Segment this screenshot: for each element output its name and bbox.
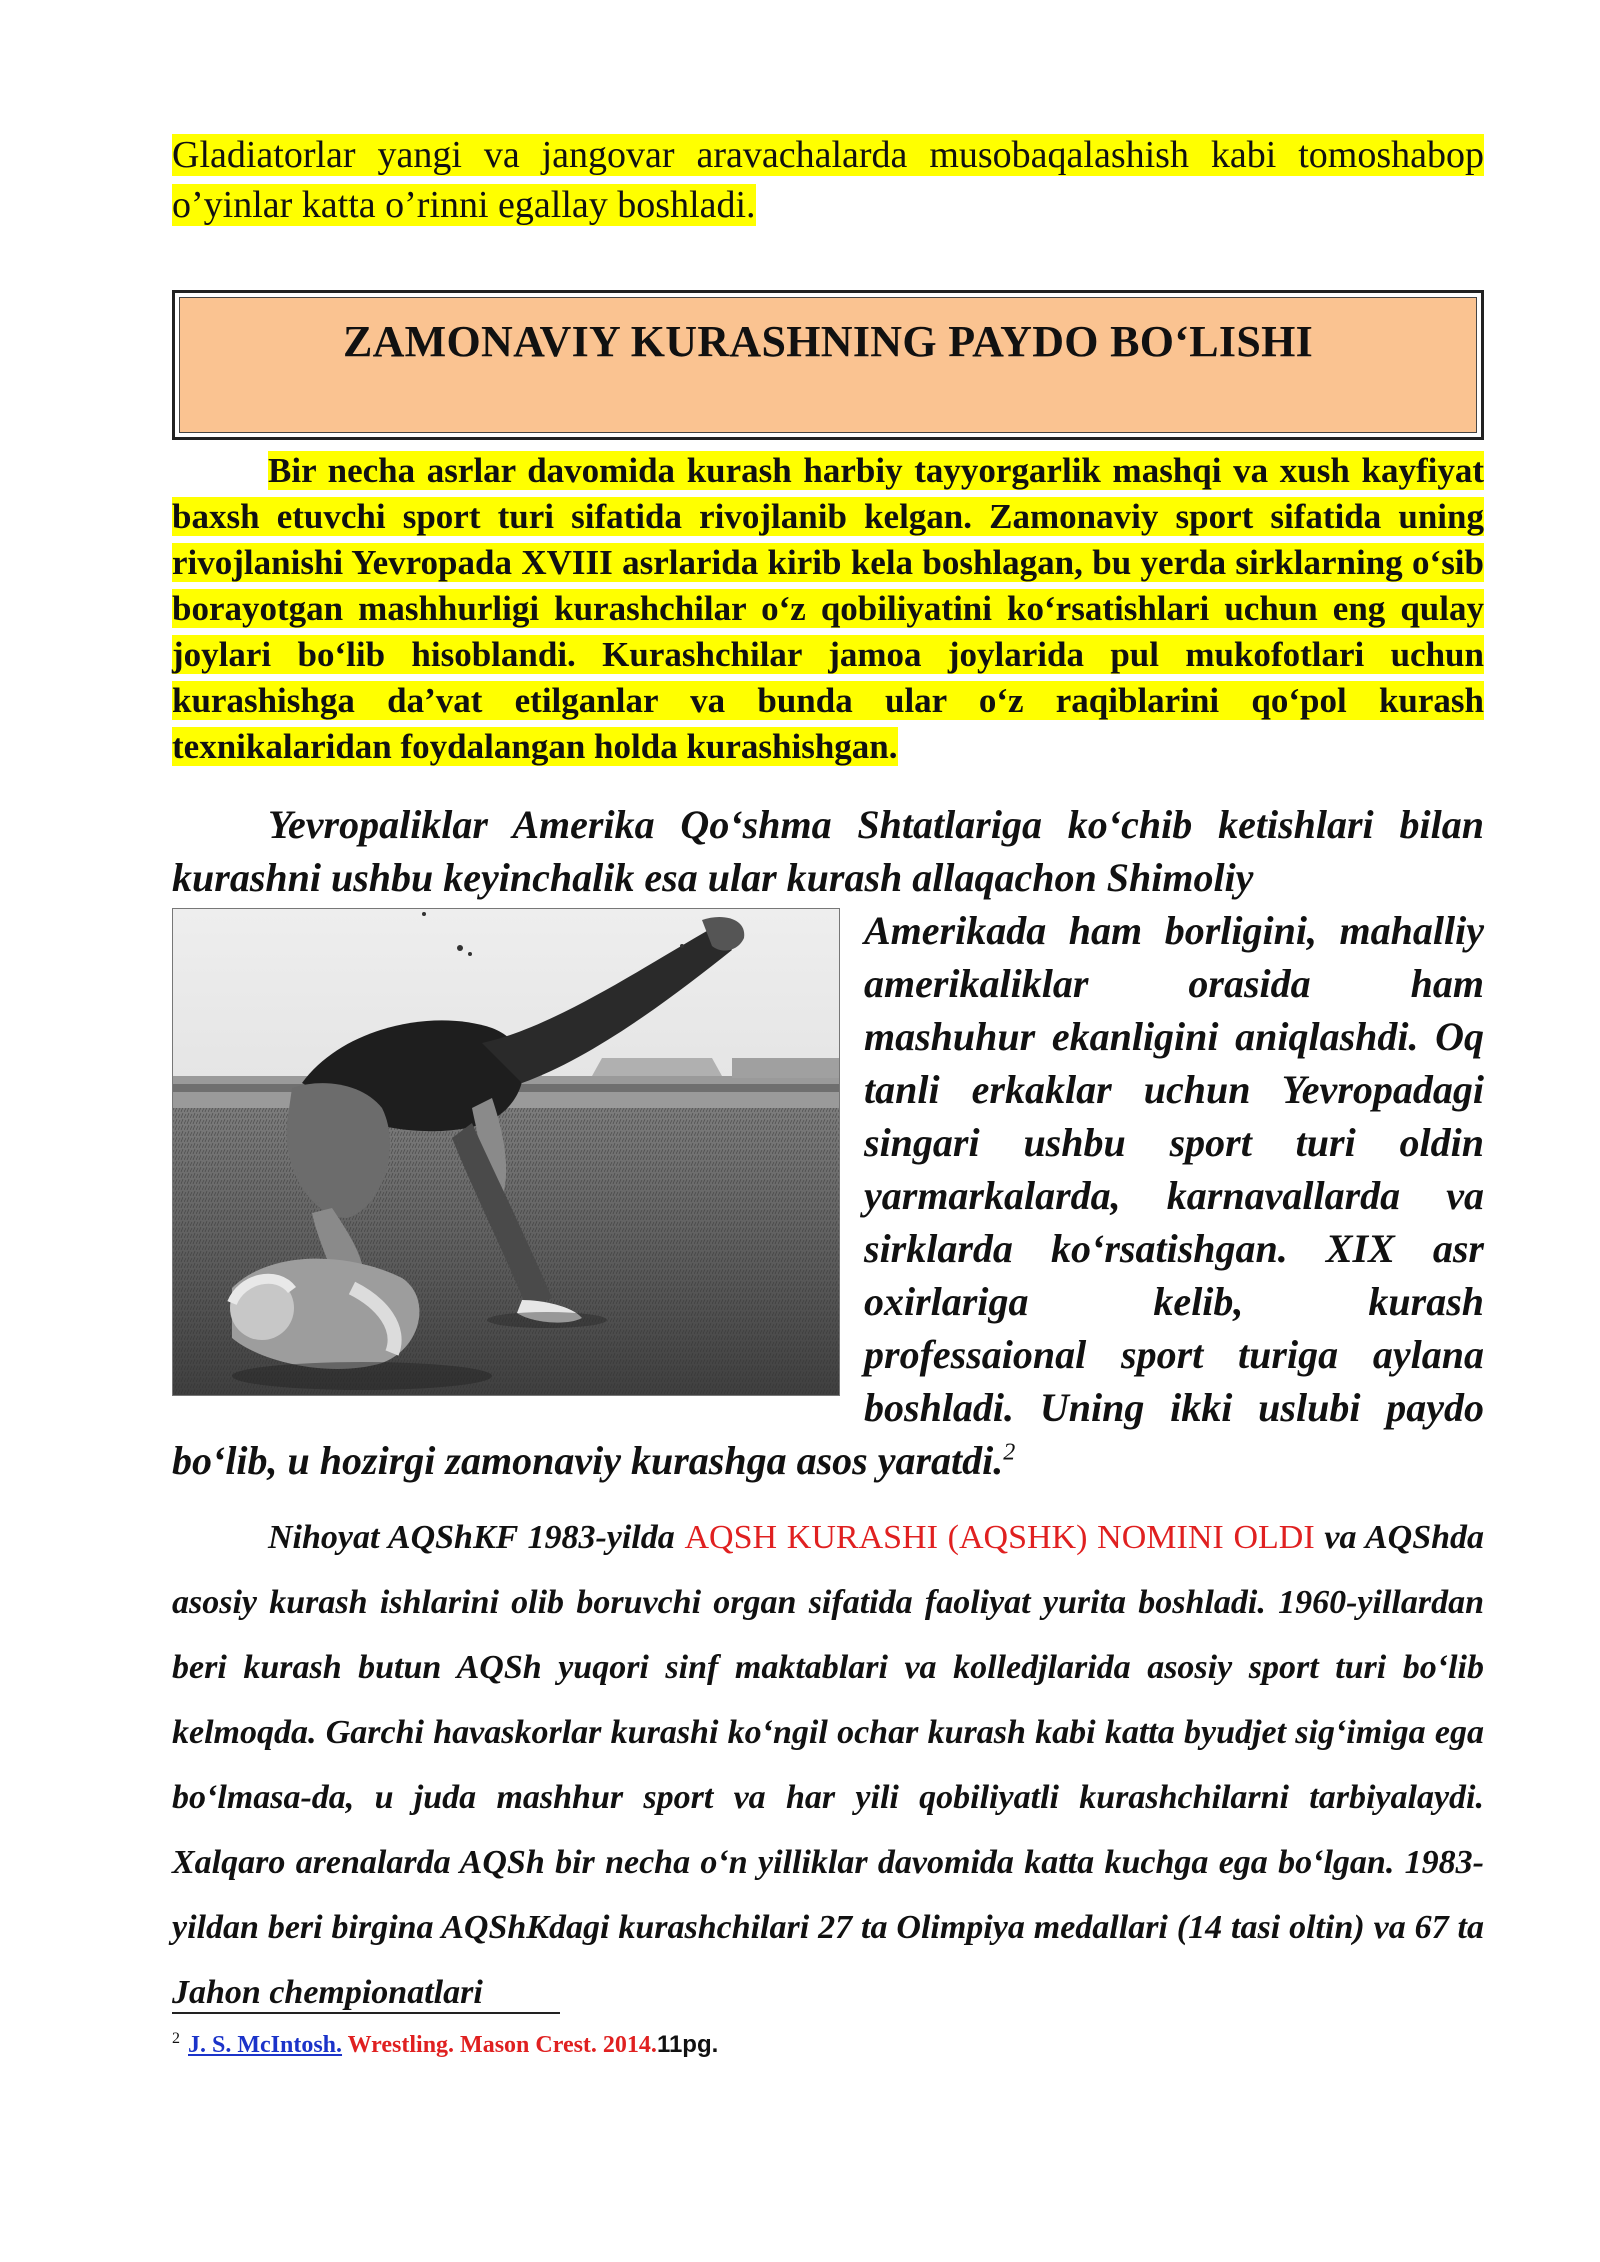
section-heading-fill	[179, 297, 1477, 433]
wrestlers-photo	[172, 908, 840, 1396]
paragraph-history-text: Bir necha asrlar davomida kurash harbiy tayyorgarlik mashqi va xush kayfiyat baxsh etuvchi sport turi sifatida rivojlanib kelgan. Zamonaviy sport sifatida uning rivojlanishi Yevropada XVIII asrlarida kirib kela boshlagan, bu yerda sirklarning o‘sib borayotgan mashhurligi kurashchilar o‘z qobiliyatini ko‘rsatishlari uchun eng qulay joylari bo‘lib hisoblandi. Kurashchilar jamoa joylarida pul mukofotlari uchun kurashishga da’vat etilganlar va bunda ular o‘z raqiblarini qo‘pol kurash texnikalaridan foydalangan holda kurashishgan.	[172, 451, 1484, 766]
footnote-page: 11pg.	[656, 2031, 719, 2058]
paragraph-usa-before: Nihoyat AQShKF 1983-yilda	[268, 1519, 685, 1556]
paragraph-europeans-lead: Yevropaliklar Amerika Qo‘shma Shtatlariga ko‘chib ketishlari bilan kurashni ushbu keyinchalik esa ular kurash allaqachon Shimoliy	[172, 802, 1484, 900]
footnote-divider	[172, 2012, 560, 2014]
paragraph-usa-red-text: AQSH KURASHI (AQSHK) NOMINI OLDI	[684, 1519, 1315, 1556]
section-heading-title: ZAMONAVIY KURASHNING PAYDO BO‘LISHI	[342, 317, 1314, 366]
document-page	[172, 130, 1484, 2025]
footnote-number: 2	[172, 2030, 180, 2047]
footnote-title: Wrestling. Mason Crest. 2014.	[342, 2032, 657, 2058]
paragraph-europeans-block	[172, 798, 1484, 1487]
paragraph-history	[172, 448, 1484, 770]
footnote-author-link[interactable]: J. S. McIntosh.	[188, 2032, 343, 2058]
paragraph-usa-after: va AQShda asosiy kurash ishlarini olib boruvchi organ sifatida faoliyat yurita boshladi. 1960-yillardan beri kurash butun AQSh yuqori sinf maktablari va kolledjlarida asosiy sport turi bo‘lib kelmoqda. Garchi havaskorlar kurashi ko‘ngil ochar kurash kabi katta byudjet sig‘imiga ega bo‘lmasa-da, u juda mashhur sport va har yili qobiliyatli kurashchilarni tarbiyalaydi. Xalqaro arenalarda AQSh bir necha o‘n yilliklar davomida katta kuchga ega bo‘lgan. 1983-yildan beri birgina AQShKdagi kurashchilari 27 ta Olimpiya medallari (14 tasi oltin) va 67 ta Jahon chempionatlari	[172, 1519, 1485, 2011]
paragraph-europeans-rest-text: Amerikada ham borligini, mahalliy amerikaliklar orasida ham mashuhur ekanligini aniqlashdi. Oq tanli erkaklar uchun Yevropadagi singari ushbu sport turi oldin yarmarkalarda, karnavallarda va sirklarda ko‘rsatishgan. XIX asr oxirlariga kelib, kurash professaional sport turiga aylana boshladi. Uning ikki uslubi paydo bo‘lib, u hozirgi zamonaviy kurashga asos yaratdi.	[172, 908, 1484, 1483]
paragraph-usa-wrestling	[172, 1505, 1484, 2025]
paragraph-gladiators	[172, 130, 1484, 230]
footnote	[172, 2030, 718, 2059]
footnote-ref[interactable]: 2	[1003, 1439, 1016, 1466]
section-heading-box	[172, 290, 1484, 440]
paragraph-gladiators-text: Gladiatorlar yangi va jangovar aravachalarda musobaqalashish kabi tomoshabop o’yinlar katta o’rinni egallay boshladi.	[172, 134, 1484, 226]
